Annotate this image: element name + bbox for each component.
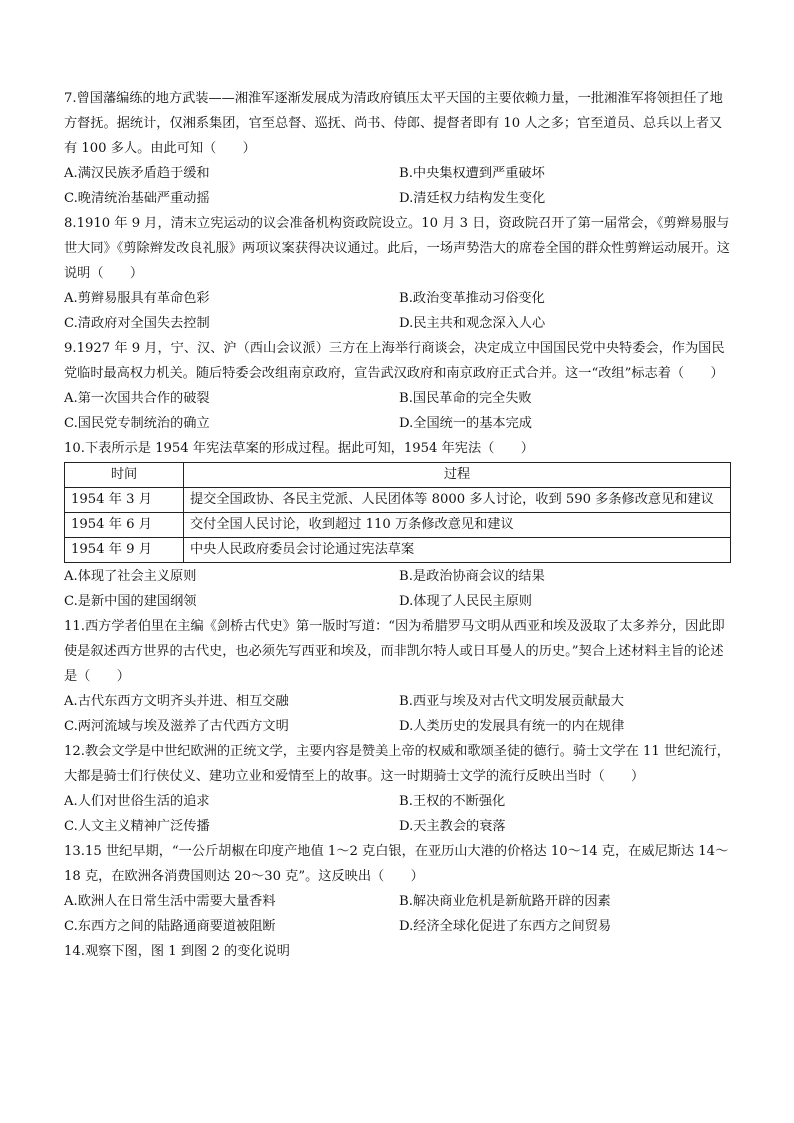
option-c[interactable]: C.是新中国的建国纲领 [64,594,197,609]
table-header-time: 时间 [65,463,184,488]
option-b[interactable]: B.西亚与埃及对古代文明发展贡献最大 [399,694,624,709]
option-a[interactable]: A.满汉民族矛盾趋于缓和 [64,166,210,181]
option-a[interactable]: A.人们对世俗生活的追求 [64,794,210,809]
question-12 [64,739,734,839]
option-b[interactable]: B.解决商业危机是新航路开辟的因素 [399,894,611,909]
question-13 [64,839,734,939]
question-stem: 9.1927 年 9 月，宁、汉、沪（西山会议派）三方在上海举行商谈会，决定成立中国国民党中央特委会，作为国民党临时最高权力机关。随后特委会改组南京政府，宣告武汉政府和南京政府正式合并。这一“改组”标志着（ ） [64,341,725,381]
option-d[interactable]: D.民主共和观念深入人心 [399,316,546,331]
question-11 [64,614,734,739]
option-d[interactable]: D.天主教会的衰落 [399,819,506,834]
option-a[interactable]: A.剪辫易服具有革命色彩 [64,291,210,306]
option-c[interactable]: C.两河流域与埃及滋养了古代西方文明 [64,719,289,734]
option-d[interactable]: D.经济全球化促进了东西方之间贸易 [399,919,612,934]
table-row [65,488,731,513]
question-stem: 12.教会文学是中世纪欧洲的正统文学，主要内容是赞美上帝的权威和歌颂圣徒的德行。骑士文学在 11 世纪流行，大都是骑士们行侠仗义、建功立业和爱情至上的故事。这一时期骑士文学的流行反映出当时（ ） [64,744,730,784]
option-d[interactable]: D.清廷权力结构发生变化 [399,191,546,206]
option-c[interactable]: C.人文主义精神广泛传播 [64,819,210,834]
question-stem: 10.下表所示是 1954 年宪法草案的形成过程。据此可知，1954 年宪法（ ） [64,441,534,456]
question-8 [64,211,734,336]
table-cell-time: 1954 年 9 月 [65,538,184,563]
question-stem: 8.1910 年 9 月，清末立宪运动的议会准备机构资政院设立。10 月 3 日，资政院召开了第一届常会，《剪辫易服与世大同》《剪除辫发改良礼服》两项议案获得决议通过。此后，一场声势浩大的席卷全国的群众性剪辫运动展开。这说明（ ） [64,216,730,281]
option-list [64,889,734,939]
option-list [64,286,734,336]
option-d[interactable]: D.全国统一的基本完成 [399,416,532,431]
question-7 [64,86,734,211]
option-d[interactable]: D.人类历史的发展具有统一的内在规律 [399,719,625,734]
option-a[interactable]: A.古代东西方文明齐头并进、相互交融 [64,694,289,709]
table-row [65,538,731,563]
question-stem: 13.15 世纪早期，“一公斤胡椒在印度产地值 1～2 克白银，在亚历山大港的价格达 10～14 克，在威尼斯达 14～18 克，在欧洲各消费国则达 20～30 克”。这反映出（ ） [64,844,729,884]
question-stem: 14.观察下图，图 1 到图 2 的变化说明 [64,944,290,959]
table-row [65,513,731,538]
option-b[interactable]: B.国民革命的完全失败 [399,391,532,406]
table-cell-process: 提交全国政协、各民主党派、人民团体等 8000 多人讨论，收到 590 多条修改意见和建议 [184,488,731,513]
table-cell-time: 1954 年 6 月 [65,513,184,538]
option-c[interactable]: C.国民党专制统治的确立 [64,416,210,431]
question-14 [64,939,734,964]
option-c[interactable]: C.清政府对全国失去控制 [64,316,210,331]
table-cell-time: 1954 年 3 月 [65,488,184,513]
option-b[interactable]: B.王权的不断强化 [399,794,506,809]
option-b[interactable]: B.是政治协商会议的结果 [399,569,545,584]
table-cell-process: 交付全国人民讨论，收到超过 110 万条修改意见和建议 [184,513,731,538]
option-b[interactable]: B.中央集权遭到严重破坏 [399,166,545,181]
option-list [64,689,734,739]
option-list [64,386,734,436]
option-c[interactable]: C.东西方之间的陆路通商要道被阻断 [64,919,276,934]
table-cell-process: 中央人民政府委员会讨论通过宪法草案 [184,538,731,563]
option-list [64,564,734,614]
question-stem: 11.西方学者伯里在主编《剑桥古代史》第一版时写道：“因为希腊罗马文明从西亚和埃及汲取了太多养分，因此即使是叙述西方世界的古代史，也必须先写西亚和埃及，而非凯尔特人或日耳曼人的历史。”契合上述材料主旨的论述是（ ） [64,619,725,684]
option-list [64,789,734,839]
question-10 [64,436,734,614]
table-header-row [65,463,731,488]
question-stem: 7.曾国藩编练的地方武装——湘淮军逐渐发展成为清政府镇压太平天国的主要依赖力量，一批湘淮军将领担任了地方督抚。据统计，仅湘系集团，官至总督、巡抚、尚书、侍郎、提督者即有 10 人之多；官至道员、总兵以上者又有 100 多人。由此可知（ ） [64,91,723,156]
option-d[interactable]: D.体现了人民民主原则 [399,594,532,609]
question-9 [64,336,734,436]
option-b[interactable]: B.政治变革推动习俗变化 [399,291,545,306]
option-c[interactable]: C.晚清统治基础严重动摇 [64,191,210,206]
table-header-process: 过程 [184,463,731,488]
option-list [64,161,734,211]
constitution-draft-table [64,462,731,563]
option-a[interactable]: A.第一次国共合作的破裂 [64,391,210,406]
option-a[interactable]: A.体现了社会主义原则 [64,569,197,584]
option-a[interactable]: A.欧洲人在日常生活中需要大量香料 [64,894,276,909]
exam-page [64,86,734,964]
